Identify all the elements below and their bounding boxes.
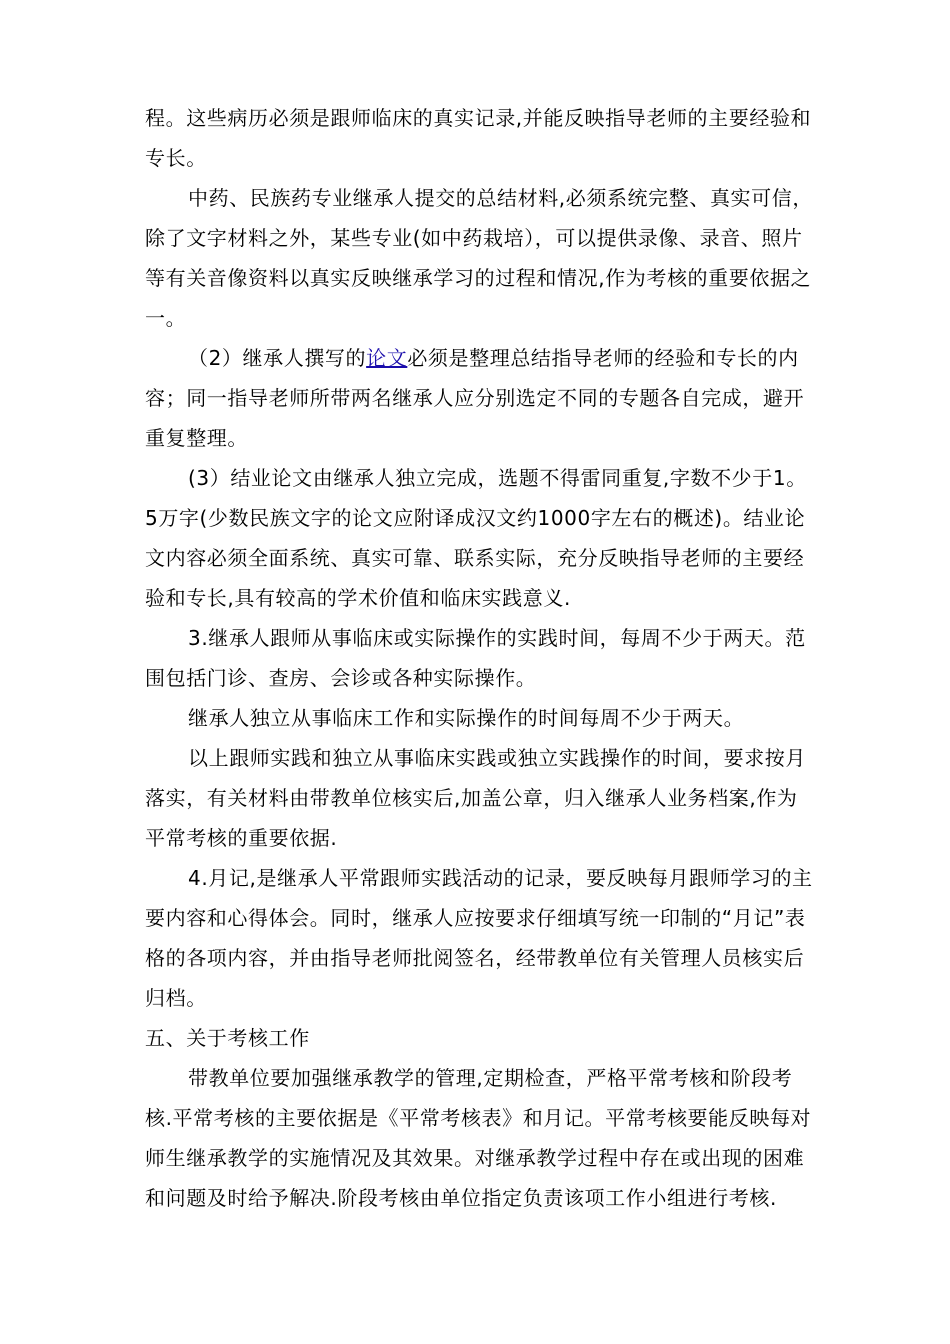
paragraph-thesis-content: [145, 338, 815, 458]
paragraph-independent-practice: 继承人独立从事临床工作和实际操作的时间每周不少于两天。: [188, 706, 745, 730]
paragraph-assessment-work: 带教单位要加强继承教学的管理,定期检查，严格平常考核和阶段考核.平常考核的主要依据是《平常考核表》和月记。平常考核要能反映每对师生继承教学的实施情况及其效果。对继承教学过程中存在或出现的困难和问题及时给予解决.阶段考核由单位指定负责该项工作小组进行考核.: [145, 1066, 812, 1210]
paragraph-summary-materials: 中药、民族药专业继承人提交的总结材料,必须系统完整、真实可信，除了文字材料之外，某些专业(如中药栽培），可以提供录像、录音、照片等有关音像资料以真实反映继承学习的过程和情况,作为考核的重要依据之一。: [145, 186, 813, 330]
paragraph-thesis-before: （2）继承人撰写的: [188, 346, 367, 370]
paragraph-monthly-notes: 4.月记,是继承人平常跟师实践活动的记录，要反映每月跟师学习的主要内容和心得体会。同时，继承人应按要求仔细填写统一印制的“月记”表格的各项内容，并由指导老师批阅签名，经带教单位有关管理人员核实后归档。: [145, 866, 813, 1010]
thesis-link[interactable]: 论文: [366, 346, 408, 370]
paragraph-monthly-implementation: 以上跟师实践和独立从事临床实践或独立实践操作的时间，要求按月落实，有关材料由带教单位核实后,加盖公章，归入继承人业务档案,作为平常考核的重要依据.: [145, 746, 806, 850]
paragraph-graduation-thesis: (3）结业论文由继承人独立完成，选题不得雷同重复,字数不少于1。5万字(少数民族文字的论文应附译成汉文约1000字左右的概述)。结业论文内容必须全面系统、真实可靠、联系实际，充分反映指导老师的主要经验和专长,具有较高的学术价值和临床实践意义.: [145, 466, 807, 610]
paragraph-case-records: 程。这些病历必须是跟师临床的真实记录,并能反映指导老师的主要经验和专长。: [145, 106, 812, 170]
document-body: [145, 98, 815, 1218]
paragraph-thesis-after: 必须是整理总结指导老师的经验和专长的内容；同一指导老师所带两名继承人应分别选定不同的专题各自完成，避开重复整理。: [145, 346, 805, 450]
paragraph-practice-time: 3.继承人跟师从事临床或实际操作的实践时间，每周不少于两天。范围包括门诊、查房、会诊或各种实际操作。: [145, 626, 806, 690]
section-heading-assessment: 五、关于考核工作: [145, 1026, 310, 1050]
